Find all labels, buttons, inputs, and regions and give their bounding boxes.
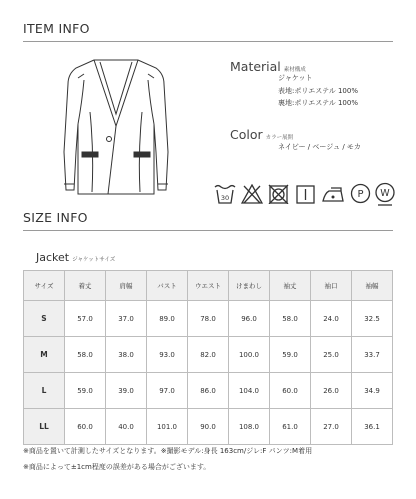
- color-label-jp: カラー展開: [265, 135, 294, 141]
- table-header-cell: 着丈: [65, 271, 106, 301]
- size-table: [23, 270, 393, 445]
- table-cell: 86.0: [188, 373, 229, 409]
- table-cell: 93.0: [147, 337, 188, 373]
- table-header-cell: 袖丈: [270, 271, 311, 301]
- table-row: [24, 337, 393, 373]
- color-label: Color: [230, 127, 263, 142]
- size-cell: S: [24, 301, 65, 337]
- wet-clean-letter: W: [380, 188, 390, 199]
- table-cell: 96.0: [229, 301, 270, 337]
- material-label-jp: 素材構成: [283, 67, 306, 73]
- table-cell: 40.0: [106, 409, 147, 445]
- table-cell: 26.0: [311, 373, 352, 409]
- table-header-row: [24, 271, 393, 301]
- table-cell: 36.1: [352, 409, 393, 445]
- note-measurement: ※商品を置いて計測したサイズとなります。※撮影モデル:身長 163cm/ジレ:F パンツ:M着用: [23, 447, 313, 455]
- table-header-cell: 袖口: [311, 271, 352, 301]
- table-cell: 89.0: [147, 301, 188, 337]
- table-header-cell: ウエスト: [188, 271, 229, 301]
- table-cell: 34.9: [352, 373, 393, 409]
- table-cell: 58.0: [65, 337, 106, 373]
- table-cell: 100.0: [229, 337, 270, 373]
- table-cell: 24.0: [311, 301, 352, 337]
- table-row: [24, 373, 393, 409]
- table-cell: 104.0: [229, 373, 270, 409]
- size-cell: L: [24, 373, 65, 409]
- table-cell: 37.0: [106, 301, 147, 337]
- note-tolerance: ※商品によって±1cm程度の誤差がある場合がございます。: [23, 463, 211, 471]
- line-dry-icon: [295, 184, 316, 204]
- no-tumble-dry-icon: [268, 184, 289, 204]
- wash-30-icon: [214, 184, 236, 204]
- size-info-title: SIZE INFO: [23, 210, 88, 225]
- wet-clean-icon: [374, 182, 396, 207]
- table-cell: 59.0: [270, 337, 311, 373]
- table-cell: 60.0: [65, 409, 106, 445]
- dry-clean-letter: P: [357, 189, 364, 200]
- table-cell: 38.0: [106, 337, 147, 373]
- table-header-cell: 肩幅: [106, 271, 147, 301]
- table-cell: 101.0: [147, 409, 188, 445]
- table-cell: 97.0: [147, 373, 188, 409]
- table-header-cell: サイズ: [24, 271, 65, 301]
- dry-clean-icon: [350, 183, 371, 204]
- size-section-label: Jacket: [36, 251, 70, 264]
- table-header-cell: けまわし: [229, 271, 270, 301]
- wash-temp-text: 30: [220, 194, 230, 202]
- table-cell: 57.0: [65, 301, 106, 337]
- table-cell: 60.0: [270, 373, 311, 409]
- table-cell: 33.7: [352, 337, 393, 373]
- size-section-label-jp: ジャケットサイズ: [72, 257, 116, 263]
- table-cell: 90.0: [188, 409, 229, 445]
- table-cell: 108.0: [229, 409, 270, 445]
- size-cell: LL: [24, 409, 65, 445]
- jacket-illustration: [56, 52, 176, 200]
- table-row: [24, 301, 393, 337]
- care-icons: [214, 182, 394, 208]
- material-line: ジャケット: [278, 74, 313, 82]
- table-cell: 78.0: [188, 301, 229, 337]
- material-line: 表地:ポリエステル 100%: [278, 86, 358, 95]
- iron-icon: [321, 184, 345, 204]
- item-info-divider: [23, 41, 393, 42]
- item-info-title: ITEM INFO: [23, 21, 90, 36]
- size-cell: M: [24, 337, 65, 373]
- table-cell: 59.0: [65, 373, 106, 409]
- table-cell: 25.0: [311, 337, 352, 373]
- material-label: Material: [230, 59, 281, 74]
- table-cell: 39.0: [106, 373, 147, 409]
- material-line: 裏地:ポリエステル 100%: [278, 99, 358, 107]
- no-bleach-icon: [241, 184, 263, 204]
- table-header-cell: バスト: [147, 271, 188, 301]
- table-cell: 82.0: [188, 337, 229, 373]
- table-cell: 27.0: [311, 409, 352, 445]
- table-header-cell: 袖幅: [352, 271, 393, 301]
- size-info-divider: [23, 230, 393, 231]
- table-cell: 32.5: [352, 301, 393, 337]
- table-cell: 61.0: [270, 409, 311, 445]
- material-lines: [278, 72, 358, 110]
- color-values: ネイビー / ベージュ / モカ: [278, 143, 361, 151]
- size-section-heading: [36, 246, 115, 265]
- table-row: [24, 409, 393, 445]
- table-cell: 58.0: [270, 301, 311, 337]
